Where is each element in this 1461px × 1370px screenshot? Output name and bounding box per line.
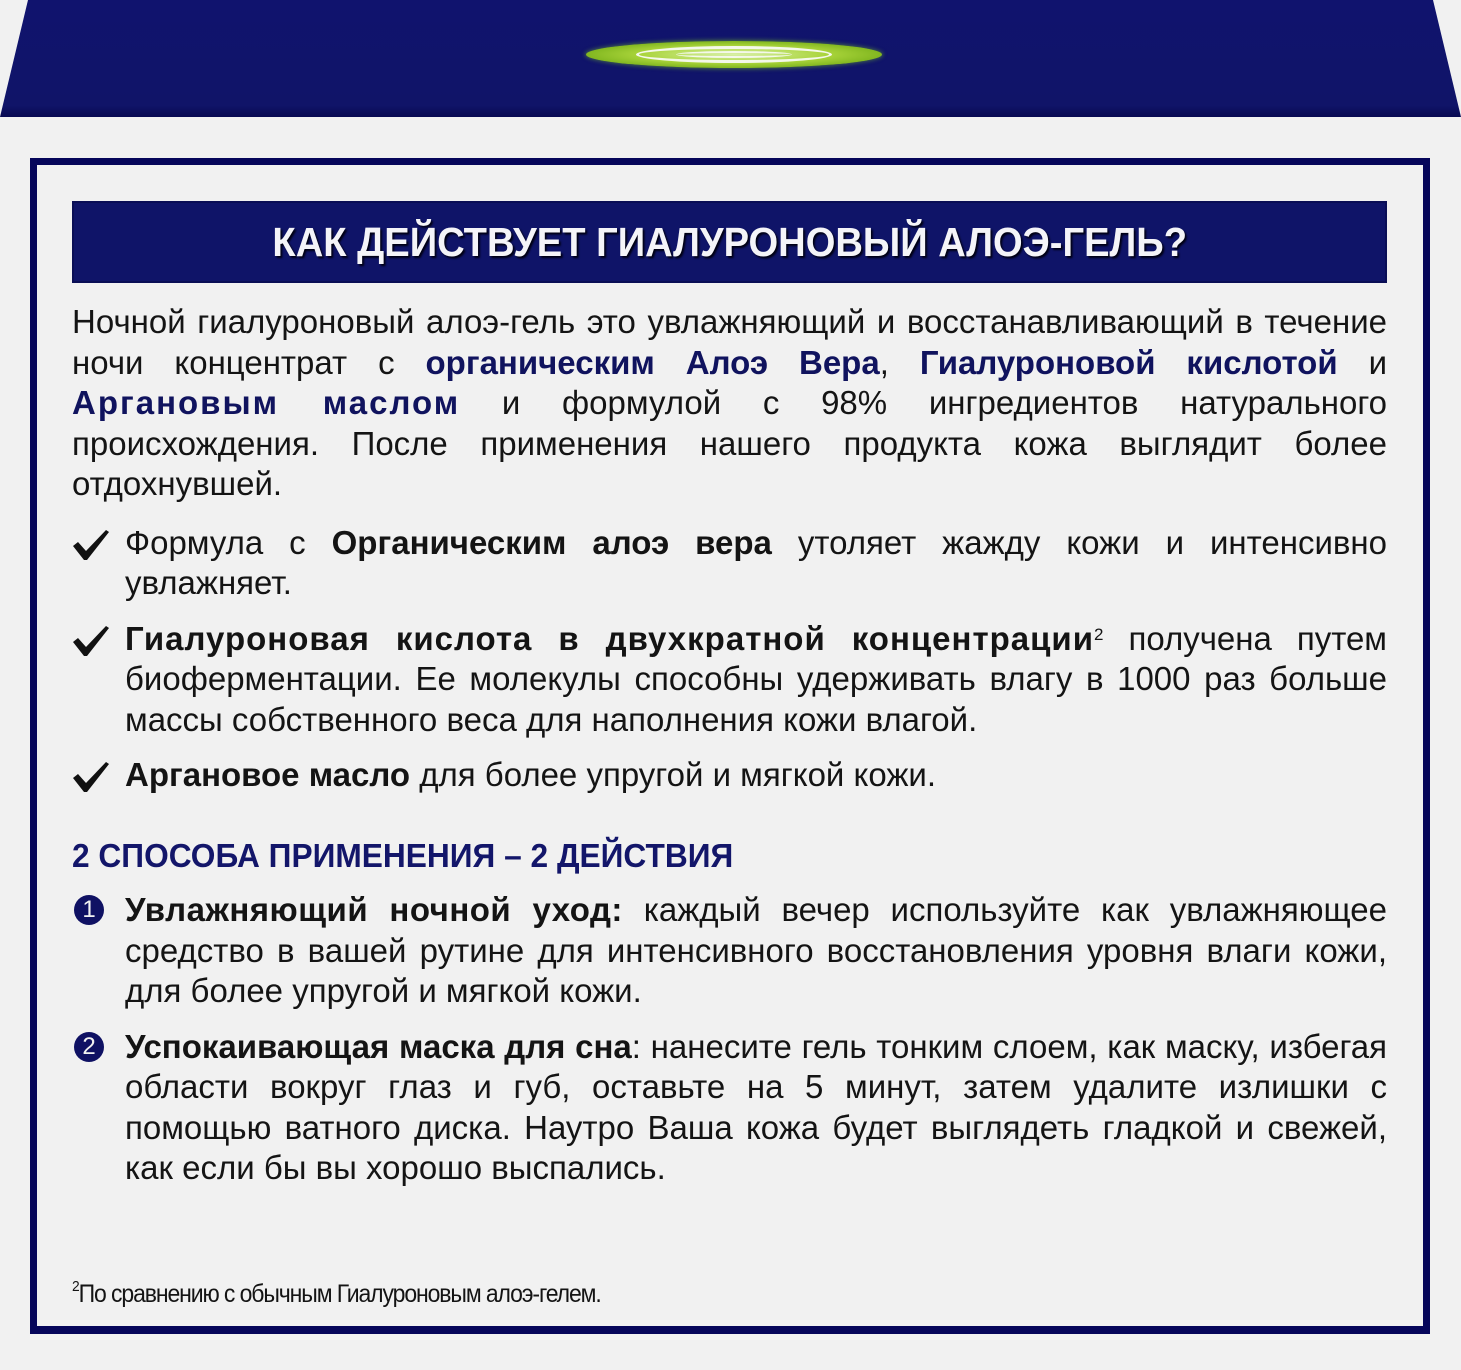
footnote-marker: 2 xyxy=(72,1278,79,1295)
intro-emphasis-aloe: органическим Алоэ Вера xyxy=(425,343,880,381)
usage-step-2 xyxy=(72,1027,1387,1189)
step-text: : нанесите гель тонким слоем, как маску, избегая области вокруг глаз и губ, оставьте на 5 минут, затем удалите излишки с помощью ватного диска. Наутро Ваша кожа будет выглядеть гладкой и свежей, как если бы вы хорошо выспались. xyxy=(125,1027,1387,1186)
intro-text: и формулой с 98% ингредиентов натурального происхождения. После применения нашего продукта кожа выглядит более отдохнувшей. xyxy=(72,384,1388,502)
intro-emphasis-hyaluronic: Гиалуроновой кислотой xyxy=(919,343,1338,381)
intro-paragraph xyxy=(72,302,1387,505)
usage-section-title: 2 СПОСОБА ПРИМЕНЕНИЯ – 2 ДЕЙСТВИЯ xyxy=(72,836,734,874)
footnote-marker: 2 xyxy=(1094,624,1104,644)
benefit-bold: Гиалуроновая кислота в двухкратной концентрации xyxy=(125,619,1094,657)
checkmark-icon xyxy=(72,527,110,561)
intro-emphasis-argan: Аргановым маслом xyxy=(72,384,461,421)
intro-text: Ночной гиалуроновый алоэ-гель это увлажняющий и восстанавливающий в течение ночи концентрат с xyxy=(72,303,1387,381)
benefit-item xyxy=(72,523,1387,604)
logo-ring-inner xyxy=(676,51,792,58)
leaf-logo-icon xyxy=(586,41,882,68)
benefit-text: утоляет жажду кожи и интенсивно увлажняет. xyxy=(125,523,1387,601)
step-title: Успокаивающая маска для сна xyxy=(125,1027,632,1065)
intro-text: и xyxy=(1337,343,1388,381)
benefit-bold: Аргановое масло xyxy=(125,756,411,793)
benefits-list xyxy=(72,523,1387,796)
footnote-text: По сравнению с обычным Гиалуроновым алоэ-гелем. xyxy=(78,1280,601,1308)
benefit-text: для более упругой и мягкой кожи. xyxy=(410,756,936,793)
checkmark-icon xyxy=(72,759,110,793)
content-body xyxy=(72,302,1387,1189)
usage-step-1 xyxy=(72,890,1387,1012)
step-text: каждый вечер используйте как увлажняющее средство в вашей рутине для интенсивного восстановления уровня влаги кожи, для более упругой и мягкой кожи. xyxy=(125,891,1387,1009)
number-circle-2-icon: 2 xyxy=(74,1032,104,1062)
checkmark-icon xyxy=(72,623,110,657)
benefit-bold: Органическим алоэ вера xyxy=(331,523,772,561)
benefit-text: Формула с xyxy=(125,523,332,561)
benefit-text: получена путем биоферментации. Ее молекулы способны удерживать влагу в 1000 раз больше массы собственного веса для наполнения кожи влагой. xyxy=(125,619,1387,738)
intro-text: , xyxy=(879,343,920,381)
page-title: КАК ДЕЙСТВУЕТ ГИАЛУРОНОВЫЙ АЛОЭ-ГЕЛЬ? xyxy=(272,218,1187,265)
footnote xyxy=(72,1280,601,1309)
step-title: Увлажняющий ночной уход: xyxy=(125,891,623,928)
title-banner xyxy=(72,201,1387,283)
benefit-item xyxy=(72,755,1387,796)
benefit-item xyxy=(72,619,1387,741)
number-circle-1-icon: 1 xyxy=(74,895,104,925)
